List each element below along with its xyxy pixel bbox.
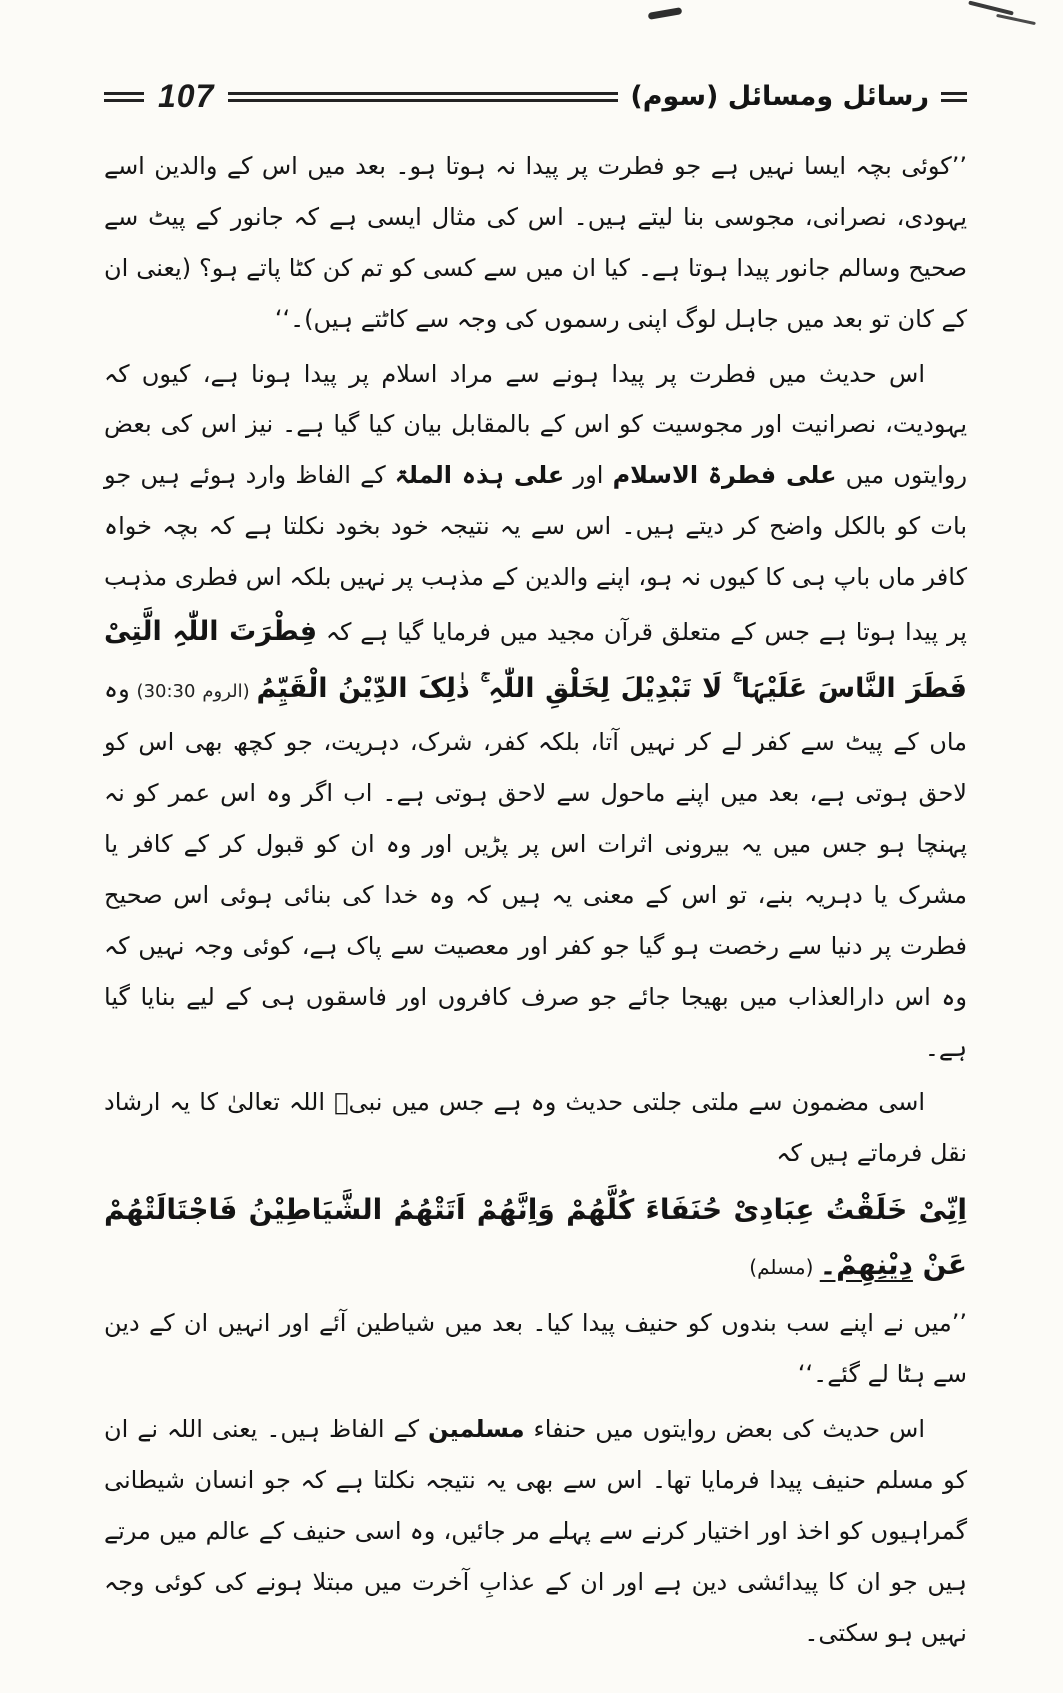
- page-body: [104, 141, 967, 1659]
- arabic-phrase: مسلمین: [428, 1415, 525, 1444]
- arabic-phrase: علی ہذہ الملۃ: [394, 461, 565, 490]
- paragraph-commentary-fitrat: [104, 349, 967, 1074]
- paragraph-intro-similar-hadith: [104, 1077, 967, 1179]
- hadith-arabic: [104, 1183, 967, 1292]
- hadith-text-underlined: دِیْنِھِمْ۔: [819, 1247, 913, 1281]
- scan-artifact: [648, 7, 683, 20]
- arabic-phrase: علی فطرۃ الاسلام: [612, 461, 837, 490]
- text-run: اسی مضمون سے ملتی جلتی حدیث وہ ہے جس میں نبیؐ اللہ تعالیٰ کا یہ ارشاد نقل فرماتے ہیں کہ: [104, 1088, 967, 1168]
- page-header: [104, 78, 967, 115]
- header-rule-middle: [228, 92, 618, 102]
- verse-reference: (الروم 30:30): [129, 681, 257, 703]
- text-run: ’’میں نے اپنے سب بندوں کو حنیف پیدا کیا۔ بعد میں شیاطین آئے اور انہیں ان کے دین سے ہٹا لے گئے۔‘‘: [104, 1309, 967, 1389]
- paragraph-commentary-hunafa: [104, 1404, 967, 1658]
- header-rule-left: [104, 92, 144, 102]
- page-number: 107: [158, 78, 215, 114]
- text-run: اور: [564, 461, 613, 490]
- paragraph-quote-2: [104, 1298, 967, 1400]
- text-run: کے الفاظ ہیں۔ یعنی اللہ نے ان کو مسلم حنیف پیدا فرمایا تھا۔ اس سے بھی یہ نتیجہ نکلتا ہے کہ جو انسان شیطانی گمراہیوں کو اخذ اور اختیار کرنے سے پہلے مر جائیں، وہ اسی حنیف کے عالم میں مرتے ہیں جو ان کا پیدائشی دین ہے اور ان کے عذابِ آخرت میں مبتلا ہونے کی کوئی وجہ نہیں ہو سکتی۔: [104, 1415, 967, 1647]
- quran-verse: فِطْرَتَ اللّٰہِ الَّتِیْ فَطَرَ النَّاسَ عَلَیْہَا ۚ لَا تَبْدِیْلَ لِخَلْقِ اللّٰہِ ۚ ذٰلِکَ الدِّیْنُ الْقَیِّمُ: [104, 615, 967, 705]
- text-run: اس حدیث میں فطرت پر پیدا ہونے سے مراد اسلام پر پیدا ہونا ہے، کیوں کہ یہودیت، نصرانیت اور مجوسیت کو اس کے بالمقابل بیان کیا گیا ہے۔ نیز اس کی بعض روایتوں میں: [104, 359, 968, 490]
- hadith-text: اِنِّیْ خَلَقْتُ عِبَادِیْ حُنَفَاءَ کُلَّھُمْ وَاِنَّھُمْ اَتَتْھُمُ الشَّیَاطِیْنُ فَاجْتَالَتْھُمْ عَنْ: [104, 1193, 967, 1281]
- text-run: ’’کوئی بچہ ایسا نہیں ہے جو فطرت پر پیدا نہ ہوتا ہو۔ بعد میں اس کے والدین اسے یہودی، نصرانی، مجوسی بنا لیتے ہیں۔ اس کی مثال ایسی ہے کہ جانور کے پیٹ سے صحیح وسالم جانور پیدا ہوتا ہے۔ کیا ان میں سے کسی کو تم کن کٹا پاتے ہو؟ (یعنی ان کے کان تو بعد میں جاہل لوگ اپنی رسموں کی وجہ سے کاٹتے ہیں)۔‘‘: [104, 152, 968, 333]
- page-header-title: رسائل ومسائل (سوم): [630, 81, 929, 112]
- paragraph-quote-1: [104, 141, 967, 345]
- scan-artifact: [968, 0, 1014, 15]
- text-run: اس حدیث کی بعض روایتوں میں حنفاء: [524, 1415, 925, 1444]
- scan-artifact: [996, 14, 1036, 25]
- text-run: وہ ماں کے پیٹ سے کفر لے کر نہیں آتا، بلکہ کفر، شرک، دہریت، جو کچھ بھی اس کو لاحق ہوتی ہے، بعد میں اپنے ماحول سے لاحق ہوتی ہے۔ اب اگر وہ اس عمر کو نہ پہنچا ہو جس میں یہ بیرونی اثرات اس پر پڑیں اور وہ ان کو قبول کر کے کافر یا مشرک یا دہریہ بنے، تو اس کے معنی یہ ہیں کہ وہ خدا کی بنائی ہوئی اس صحیح فطرت پر دنیا سے رخصت ہو گیا جو کفر اور معصیت سے پاک ہے، کوئی وجہ نہیں کہ وہ اس دارالعذاب میں بھیجا جائے جو صرف کافروں اور فاسقوں ہی کے لیے بنایا گیا ہے۔: [104, 675, 967, 1062]
- header-rule-right: [941, 92, 967, 102]
- hadith-reference: (مسلم): [749, 1254, 820, 1279]
- text-run: کے الفاظ وارد ہوئے ہیں جو بات کو بالکل واضح کر دیتے ہیں۔ اس سے یہ نتیجہ خود بخود نکلتا ہے کہ بچہ خواہ کافر ماں باپ ہی کا کیوں نہ ہو، اپنے والدین کے مذہب پر نہیں بلکہ اس فطری مذہب پر پیدا ہوتا ہے جس کے متعلق قرآن مجید میں فرمایا گیا ہے کہ: [104, 461, 967, 646]
